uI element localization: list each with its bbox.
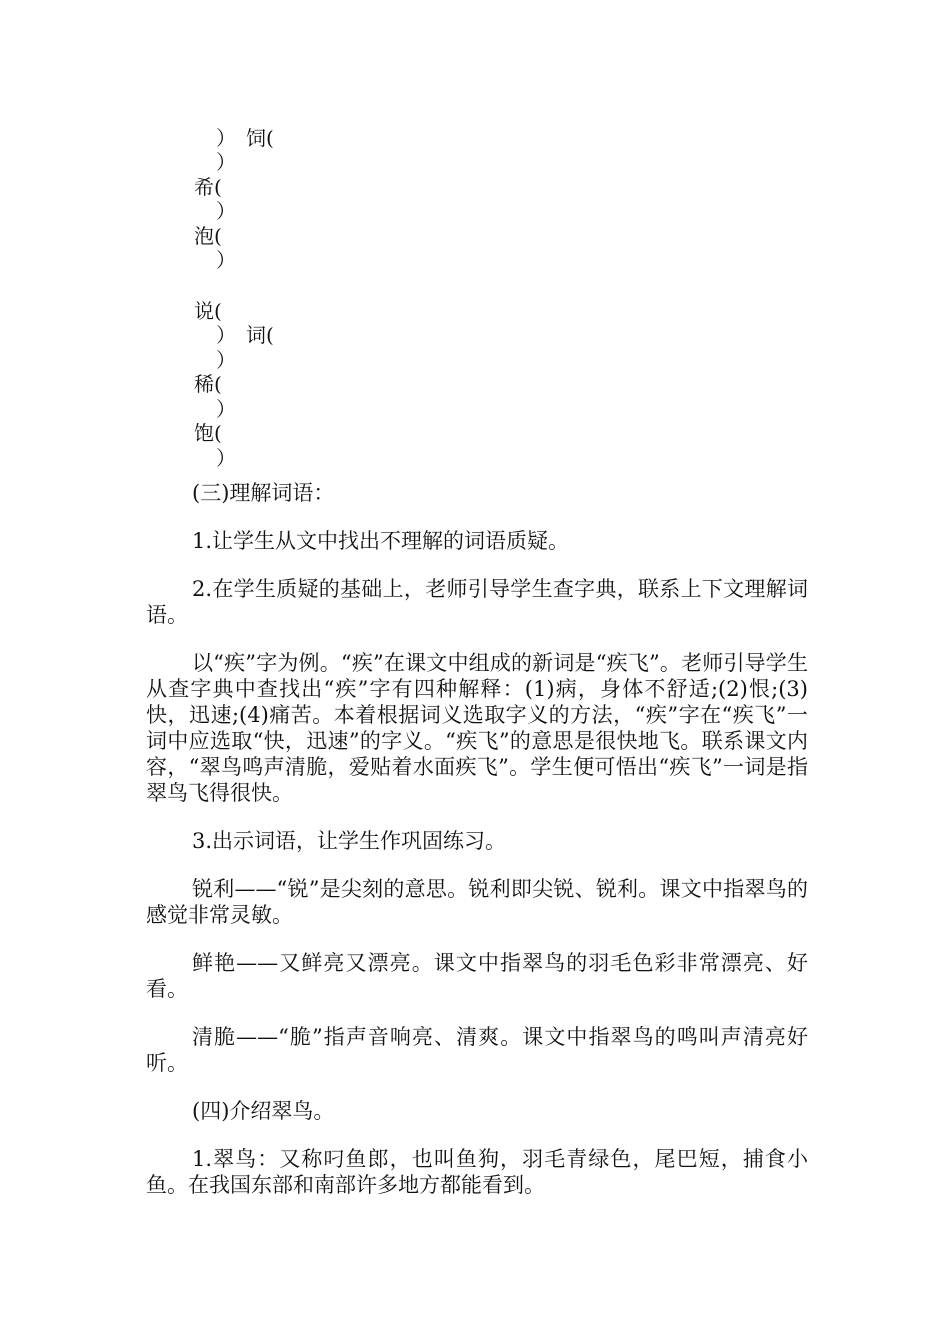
paragraph: 清脆——“脆”指声音响亮、清爽。课文中指翠鸟的鸣叫声清亮好听。	[146, 1025, 808, 1075]
paragraph: 以“疾”字为例。“疾”在课文中组成的新词是“疾飞”。老师引导学生从查字典中查找出“疾”字有四种解释：(1)病，身体不舒适;(2)恨;(3)快，迅速;(4)痛苦。本着根据词义选取字义的方法，“疾”字在“疾飞”一词中应选取“快，迅速”的字义。“疾飞”的意思是很快地飞。联系课文内容，“翠鸟鸣声清脆，爱贴着水面疾飞”。学生便可悟出“疾飞”一词是指翠鸟飞得很快。	[146, 651, 808, 805]
section-heading: (四)介绍翠鸟。	[192, 1099, 335, 1123]
exercise-fragment: 饱(	[194, 421, 222, 445]
document-body	[146, 480, 808, 1220]
exercise-fragment: ）	[216, 126, 236, 150]
exercise-fragment: 泡(	[194, 224, 222, 248]
paragraph: 1.翠鸟：又称叼鱼郎，也叫鱼狗，羽毛青绿色，尾巴短，捕食小鱼。在我国东部和南部许多地方都能看到。	[146, 1147, 808, 1197]
paragraph: 2.在学生质疑的基础上，老师引导学生查字典，联系上下文理解词语。	[146, 577, 808, 627]
exercise-fragment: ）	[216, 397, 236, 421]
exercise-fragment: ）	[216, 348, 236, 372]
exercise-fragment: ）	[216, 323, 236, 347]
exercise-fragment: 稀(	[194, 372, 222, 396]
paragraph: 锐利——“锐”是尖刻的意思。锐利即尖锐、锐利。课文中指翠鸟的感觉非常灵敏。	[146, 877, 808, 927]
exercise-fragment: ）	[216, 199, 236, 223]
exercise-fragment: 词(	[246, 323, 274, 347]
exercise-fragment: ）	[216, 446, 236, 470]
exercise-fragment: 希(	[194, 175, 222, 199]
paragraph: 1.让学生从文中找出不理解的词语质疑。	[192, 529, 570, 553]
section-heading: (三)理解词语：	[192, 481, 335, 505]
exercise-fragment: 饲(	[246, 126, 274, 150]
exercise-fragment: 说(	[194, 299, 222, 323]
paragraph: 鲜艳——又鲜亮又漂亮。课文中指翠鸟的羽毛色彩非常漂亮、好看。	[146, 951, 808, 1001]
exercise-fragment: ）	[216, 248, 236, 272]
exercise-fragment: ）	[216, 150, 236, 174]
paragraph: 3.出示词语，让学生作巩固练习。	[192, 829, 507, 853]
